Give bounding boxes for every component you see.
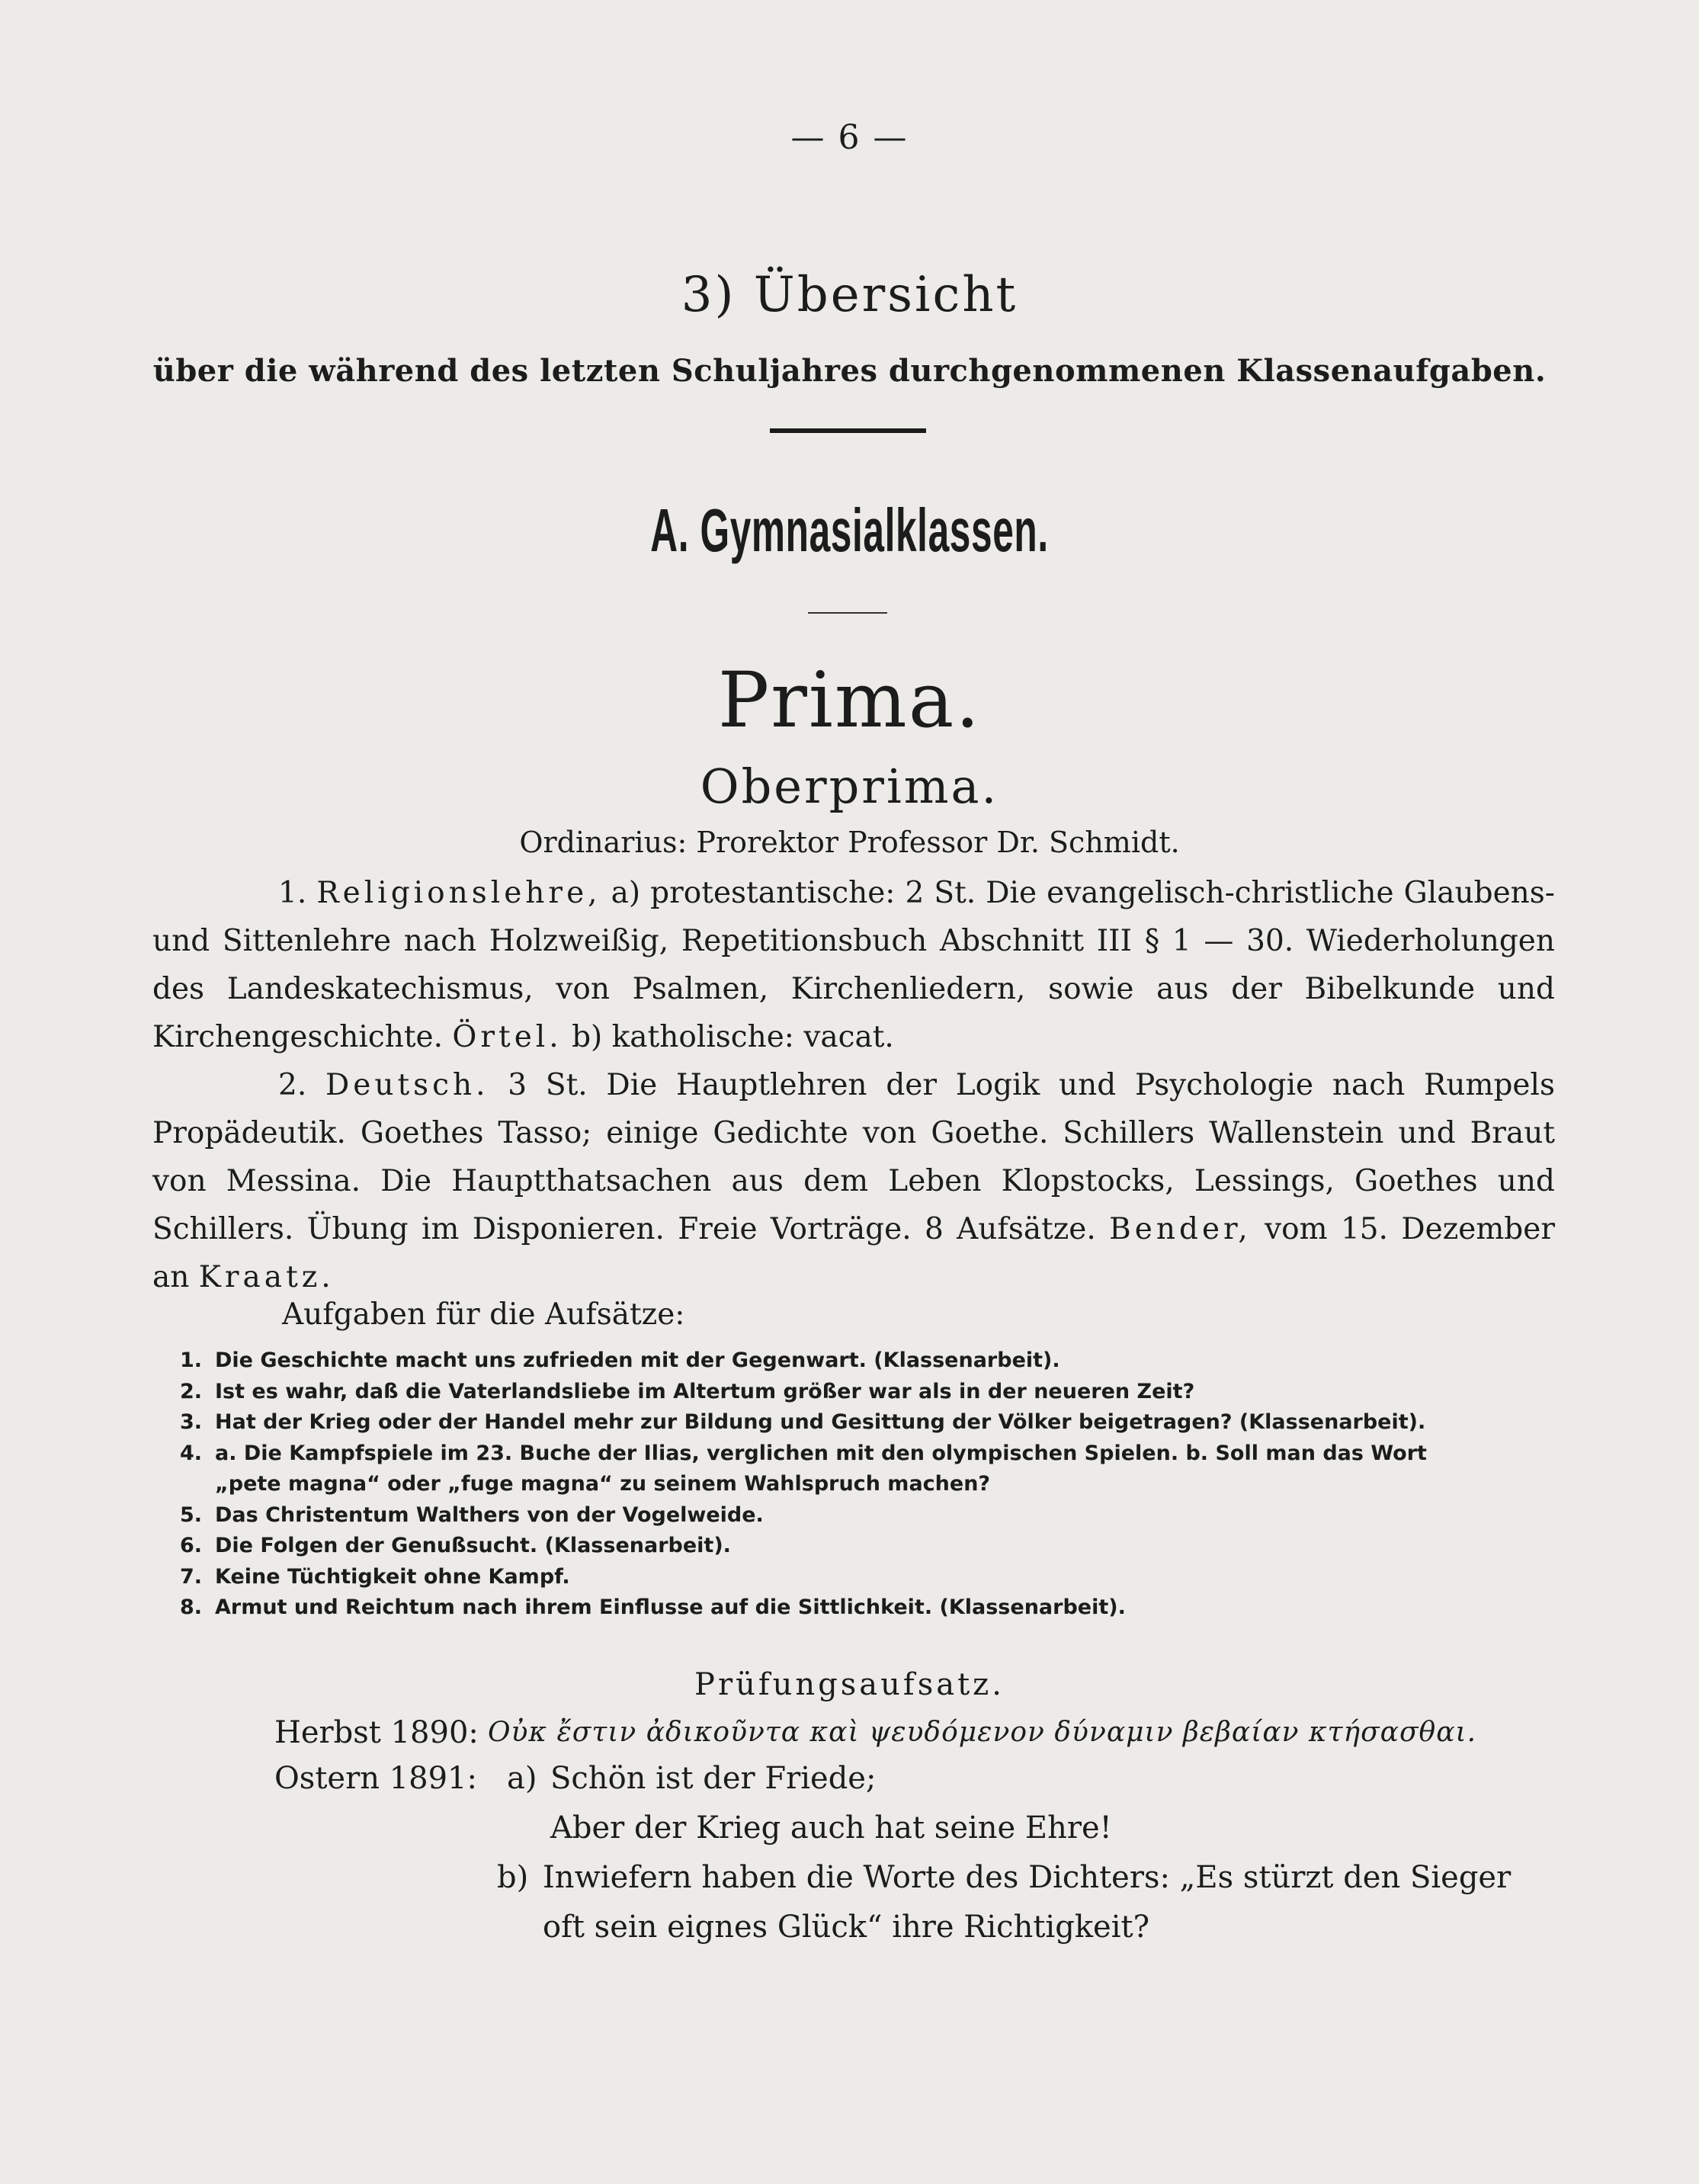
subject-text: 3 St. Die Hauptlehren der Logik und Psychologie nach Rumpels Propädeutik. Goethes Tasso; einige Gedichte von Goethe. Schillers Wallenstein und Braut von Messina. Die Hauptthatsachen aus dem Leben Klopstocks, Lessings, Goethes und Schillers. Übung im Disponieren. Freie Vorträge. 8 Aufsätze. [152,1068,1555,1246]
teacher-name: Örtel. [452,1020,563,1054]
list-item: 6. Die Folgen der Genußsucht. (Klassenarbeit). [180,1534,731,1557]
teacher-name: Kraatz. [198,1260,335,1294]
list-item: 3. Hat der Krieg oder der Handel mehr zur Bildung und Gesittung der Völker beigetragen? (Klassenarbeit). [180,1410,1426,1434]
pruefung-heading: Prüfungsaufsatz. [694,1667,1005,1702]
exam-herbst-text: Οὐκ ἔστιν ἀδικοῦντα καὶ ψευδόμενον δύναμιν βεβαίαν κτήσασθαι. [488,1717,1477,1748]
subject-deutsch [152,1061,1555,1301]
ordinarius-line: Ordinarius: Prorektor Professor Dr. Schmidt. [519,826,1180,859]
teacher-name: Bender, [1109,1212,1252,1246]
list-item: 4. a. Die Kampfspiele im 23. Buche der Ilias, verglichen mit den olympischen Spielen. b. Soll man das Wort [180,1441,1427,1465]
thin-divider [808,612,887,614]
list-item: 8. Armut und Reichtum nach ihrem Einflusse auf die Sittlichkeit. (Klassenarbeit). [180,1596,1126,1619]
section-title: 3) Übersicht [681,267,1018,323]
part-heading: A. Gymnasialklassen. [650,496,1049,564]
heavy-divider [770,428,926,433]
subject-name: Religionslehre, [316,876,601,910]
list-item: 7. Keine Tüchtigkeit ohne Kampf. [180,1564,570,1589]
subject-text: b) katholische: vacat. [562,1020,894,1054]
subject-number: 1. [278,876,307,910]
subject-religion [152,869,1555,1061]
page-number: — 6 — [790,118,909,157]
exam-a-label: a) [507,1761,537,1796]
exam-b-label: b) [497,1860,529,1895]
exam-a-line1: Schön ist der Friede; [550,1761,877,1796]
subclass-heading: Oberprima. [700,758,999,814]
exam-a-line2: Aber der Krieg auch hat seine Ehre! [550,1810,1112,1846]
list-item: 5. Das Christentum Walthers von der Vogelweide. [180,1503,764,1527]
subject-text: a) protestantische: 2 St. Die evangelisch-christliche Glaubens- und Sittenlehre nach Holzweißig, Repetitionsbuch Abschnitt III § 1 — 30. Wiederholungen des Landeskatechismus, von Psalmen, Kirchenliedern, sowie aus der Bibelkunde und Kirchengeschichte. [152,876,1555,1054]
topic-list [180,1345,1567,1624]
exam-b-line2: oft sein eignes Glück“ ihre Richtigkeit? [543,1910,1150,1945]
list-item: 2. Ist es wahr, daß die Vaterlandsliebe im Altertum größer war als in der neueren Zeit? [180,1379,1195,1403]
list-item-continuation: „pete magna“ oder „fuge magna“ zu seinem Wahlspruch machen? [215,1472,991,1496]
section-subtitle: über die während des letzten Schuljahres durchgenommenen Klassenaufgaben. [152,353,1547,389]
class-heading: Prima. [717,656,982,745]
exam-ostern-label: Ostern 1891: [274,1761,477,1796]
subject-text: vom 15. Dezember an [152,1212,1555,1294]
subject-name: Deutsch. [325,1068,489,1102]
exam-b-line1: Inwiefern haben die Worte des Dichters: „Es stürzt den Sieger [543,1860,1511,1895]
aufgaben-heading: Aufgaben für die Aufsätze: [282,1297,685,1332]
list-item: 1. Die Geschichte macht uns zufrieden mit der Gegenwart. (Klassenarbeit). [180,1349,1060,1372]
exam-herbst-label: Herbst 1890: [274,1715,479,1750]
subject-number: 2. [278,1068,307,1102]
